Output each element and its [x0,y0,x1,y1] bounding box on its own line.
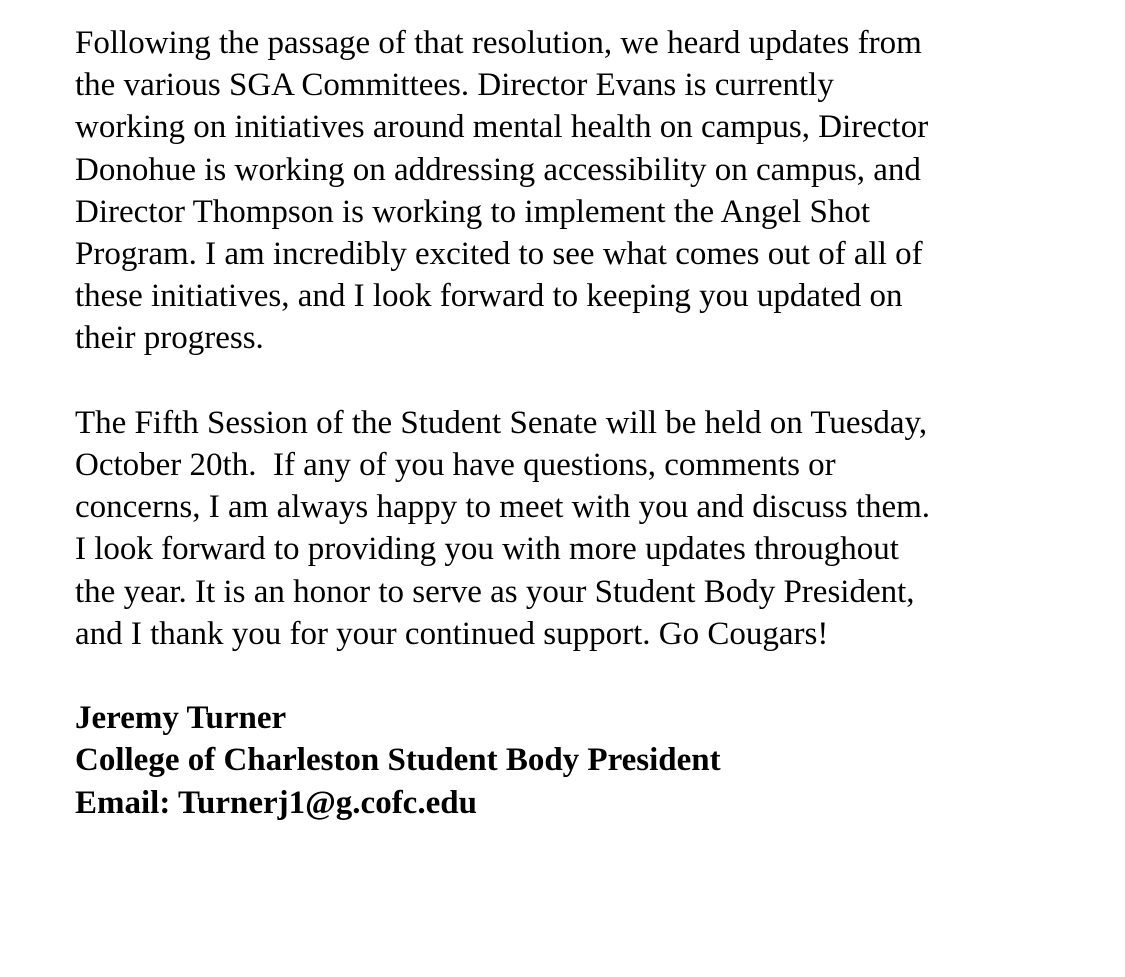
text-line: working on initiatives around mental health on campus, Director [75,109,929,146]
paragraph-senate-session [75,402,1095,655]
text-line: Director Thompson is working to implement the Angel Shot [75,193,870,230]
text-line: Program. I am incredibly excited to see what comes out of all of [75,236,923,273]
signature-email: Email: Turnerj1@g.cofc.edu [75,784,477,821]
text-line: their progress. [75,320,264,357]
text-line: and I thank you for your continued support. Go Cougars! [75,615,829,652]
text-line: concerns, I am always happy to meet with you and discuss them. [75,489,931,526]
signature-name: Jeremy Turner [75,700,287,737]
signature-block [75,697,1095,824]
paragraph-committee-updates [75,22,1095,360]
text-line: The Fifth Session of the Student Senate will be held on Tuesday, [75,404,928,441]
text-line: Donohue is working on addressing accessibility on campus, and [75,151,921,188]
text-line: these initiatives, and I look forward to keeping you updated on [75,278,903,315]
text-line: I look forward to providing you with more updates throughout [75,531,899,568]
text-line: the various SGA Committees. Director Evans is currently [75,67,834,104]
document-body [75,22,1095,824]
text-line: Following the passage of that resolution, we heard updates from [75,25,922,61]
text-line: October 20th. If any of you have questions, comments or [75,447,836,484]
signature-title: College of Charleston Student Body President [75,742,721,779]
text-line: the year. It is an honor to serve as your Student Body President, [75,573,915,610]
